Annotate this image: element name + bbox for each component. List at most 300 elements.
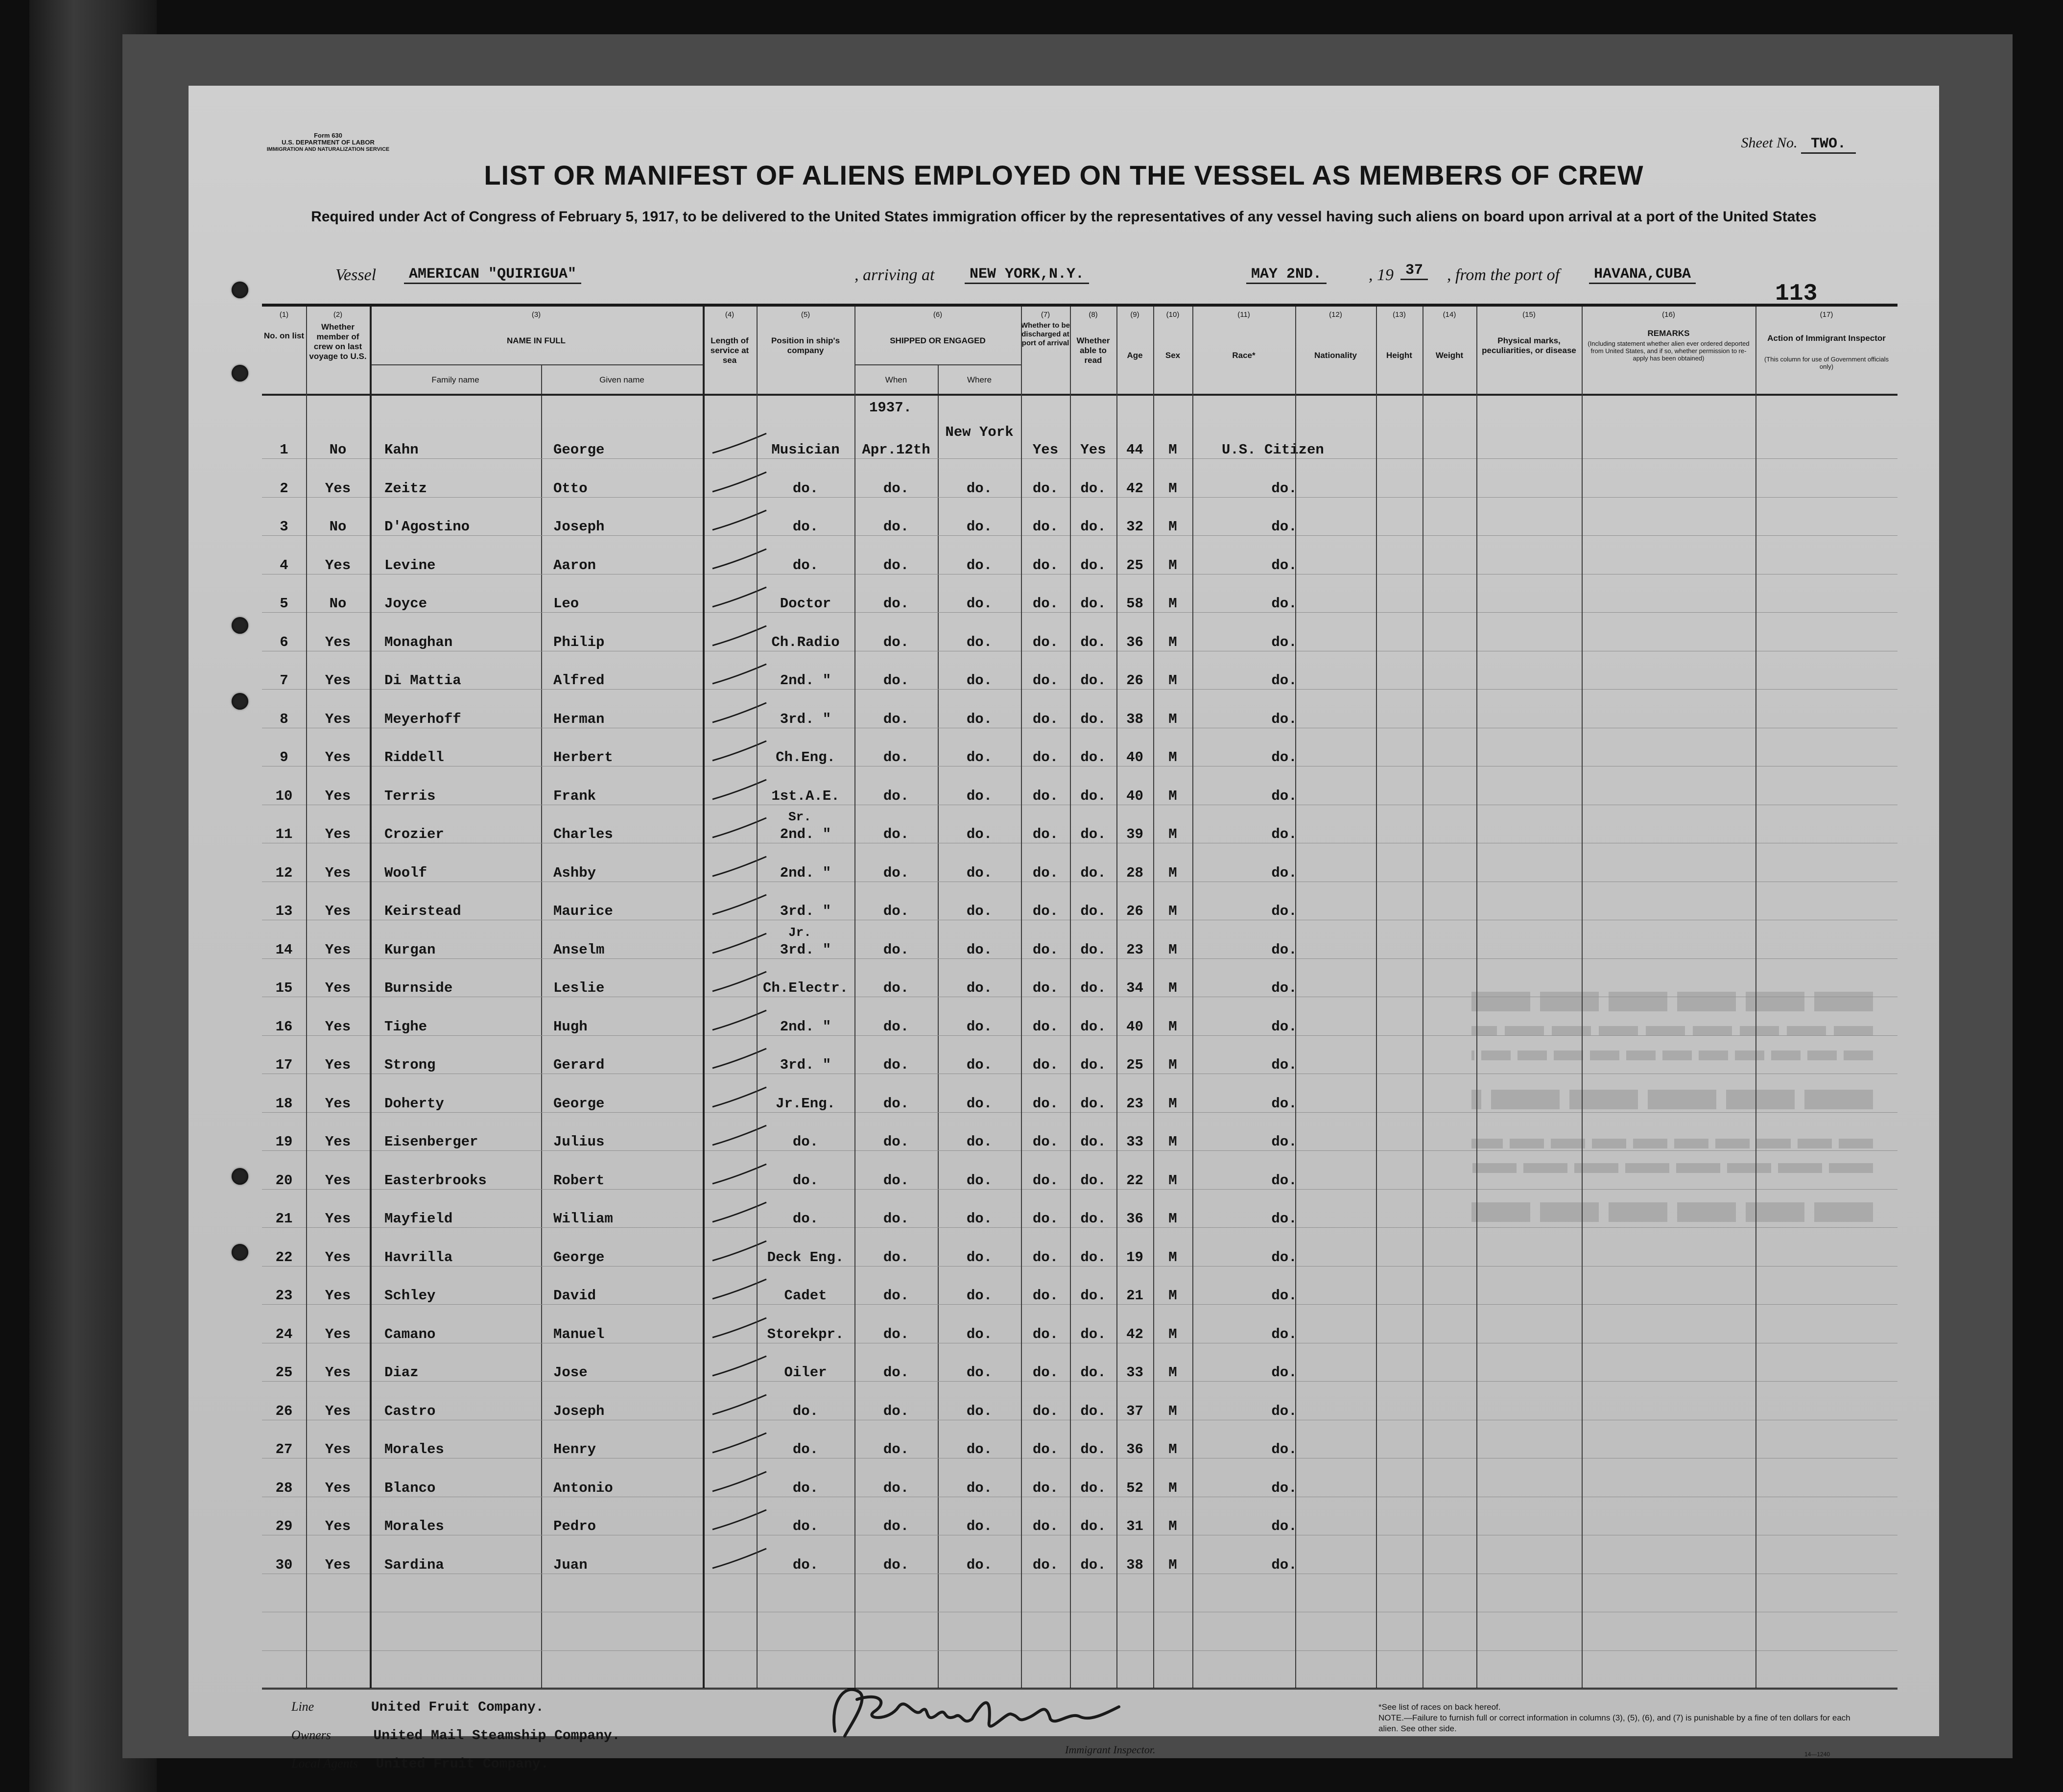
table-row xyxy=(262,1428,1897,1466)
shipped-where: do. xyxy=(966,634,993,650)
table-row xyxy=(262,1313,1897,1351)
col-num-12: (12) xyxy=(1329,311,1342,319)
able-to-read: do. xyxy=(1080,1288,1106,1304)
position: 2nd. " xyxy=(780,864,831,881)
inspector-signature xyxy=(815,1673,1158,1746)
col-num-14: (14) xyxy=(1443,311,1456,319)
given-name: George xyxy=(553,442,605,458)
col-header-weight: Weight xyxy=(1435,351,1464,360)
shipped-where: do. xyxy=(966,1326,993,1342)
last-voyage: Yes xyxy=(325,1480,351,1496)
col-num-8: (8) xyxy=(1089,311,1098,319)
col-header-remarks-note: (Including statement whether alien ever ordered deported from United States, and if so, whether permission to re-apply has been obtained) xyxy=(1588,340,1750,362)
last-voyage: No xyxy=(329,519,347,535)
given-name: Henry xyxy=(553,1441,596,1457)
able-to-read: Yes xyxy=(1080,442,1106,458)
column-divider xyxy=(1192,307,1193,1688)
discharged: do. xyxy=(1032,519,1059,535)
able-to-read: do. xyxy=(1080,1211,1106,1227)
family-name: Zeitz xyxy=(384,480,427,497)
service-check-mark xyxy=(710,1123,769,1147)
table-row xyxy=(262,424,1897,466)
age: 25 xyxy=(1126,557,1143,573)
discharged: do. xyxy=(1032,634,1059,650)
position: Doctor xyxy=(780,596,831,612)
able-to-read: do. xyxy=(1080,1172,1106,1189)
table-row xyxy=(262,1389,1897,1428)
discharged: do. xyxy=(1032,1057,1059,1073)
race-nationality: U.S. Citizen xyxy=(1222,442,1324,458)
last-voyage: Yes xyxy=(325,480,351,497)
family-name: Monaghan xyxy=(384,634,453,650)
age: 26 xyxy=(1126,672,1143,689)
service-check-mark xyxy=(710,1162,769,1186)
col-header-family-name: Family name xyxy=(431,375,479,384)
sheet-number xyxy=(1741,135,1856,152)
last-voyage: Yes xyxy=(325,1057,351,1073)
position: Oiler xyxy=(784,1364,827,1381)
position: do. xyxy=(792,1441,819,1457)
col-header-physical: Physical marks, peculiarities, or disease xyxy=(1482,336,1576,355)
shipped-when: do. xyxy=(883,519,909,535)
shipped-where: do. xyxy=(966,1095,993,1112)
discharged: do. xyxy=(1032,1172,1059,1189)
punch-hole xyxy=(232,282,248,298)
table-row xyxy=(262,889,1897,928)
shipped-where: do. xyxy=(966,1211,993,1227)
table-row xyxy=(262,505,1897,543)
sex: M xyxy=(1168,749,1177,765)
col-num-3: (3) xyxy=(531,311,541,319)
shipped-when: do. xyxy=(883,1057,909,1073)
given-name: Maurice xyxy=(553,903,613,919)
position: 2nd. " xyxy=(780,826,831,842)
shipped-when: do. xyxy=(883,1249,909,1266)
sex: M xyxy=(1168,1172,1177,1189)
table-row xyxy=(262,1082,1897,1120)
table-row xyxy=(262,774,1897,812)
col-header-sex: Sex xyxy=(1165,351,1181,360)
shipped-when: do. xyxy=(883,557,909,573)
sex: M xyxy=(1168,1556,1177,1573)
last-voyage: Yes xyxy=(325,1403,351,1419)
given-name: Frank xyxy=(553,788,596,804)
shipped-where: do. xyxy=(966,519,993,535)
age: 36 xyxy=(1126,1211,1143,1227)
given-name: Herbert xyxy=(553,749,613,765)
able-to-read: do. xyxy=(1080,634,1106,650)
col-header-remarks: REMARKS xyxy=(1647,329,1690,338)
sex: M xyxy=(1168,1211,1177,1227)
last-voyage: Yes xyxy=(325,749,351,765)
column-divider xyxy=(1295,307,1296,1688)
service-check-mark xyxy=(710,1085,769,1109)
table-row xyxy=(262,1197,1897,1235)
able-to-read: do. xyxy=(1080,1134,1106,1150)
shipped-when: do. xyxy=(883,1364,909,1381)
family-name: Joyce xyxy=(384,596,427,612)
row-number: 21 xyxy=(275,1211,293,1227)
race-nationality: do. xyxy=(1271,864,1297,881)
col-num-4: (4) xyxy=(725,311,735,319)
table-row xyxy=(262,812,1897,851)
given-name: Anselm xyxy=(553,941,605,958)
shipped-where: do. xyxy=(966,480,993,497)
discharged: do. xyxy=(1032,1326,1059,1342)
col-header-when: When xyxy=(885,375,907,384)
col-num-7: (7) xyxy=(1041,311,1050,319)
departure-port: HAVANA,CUBA xyxy=(1589,266,1696,284)
line-value: United Fruit Company. xyxy=(371,1700,544,1715)
discharged: do. xyxy=(1032,864,1059,881)
family-name: Morales xyxy=(384,1441,444,1457)
family-name: Crozier xyxy=(384,826,444,842)
shipped-when: do. xyxy=(883,1018,909,1035)
sex: M xyxy=(1168,788,1177,804)
shipped-where: do. xyxy=(966,864,993,881)
last-voyage: Yes xyxy=(325,1211,351,1227)
col-header-action: Action of Immigrant Inspector xyxy=(1767,334,1886,343)
service-check-mark xyxy=(710,1546,769,1571)
table-row xyxy=(262,1005,1897,1043)
last-voyage: Yes xyxy=(325,634,351,650)
service-check-mark xyxy=(710,700,769,725)
given-name: Jose xyxy=(553,1364,588,1381)
given-name: Robert xyxy=(553,1172,605,1189)
shipped-where: do. xyxy=(966,1172,993,1189)
family-name: Terris xyxy=(384,788,436,804)
last-voyage: Yes xyxy=(325,711,351,727)
given-name: Otto xyxy=(553,480,588,497)
department-name: U.S. DEPARTMENT OF LABOR xyxy=(282,139,375,146)
age: 44 xyxy=(1126,442,1143,458)
shipped-where: do. xyxy=(966,903,993,919)
given-name: Joseph xyxy=(553,519,605,535)
punch-hole xyxy=(232,617,248,634)
age: 23 xyxy=(1126,1095,1143,1112)
family-name: Di Mattia xyxy=(384,672,461,689)
race-nationality: do. xyxy=(1271,1441,1297,1457)
owners-value: United Mail Steamship Company. xyxy=(373,1728,620,1744)
column-divider xyxy=(1476,307,1477,1688)
col-header-action-note: (This column for use of Government officials only) xyxy=(1764,356,1889,370)
able-to-read: do. xyxy=(1080,1018,1106,1035)
sex: M xyxy=(1168,1057,1177,1073)
family-name: Woolf xyxy=(384,864,427,881)
col-header-length-service: Length of service at sea xyxy=(710,336,749,365)
row-number: 17 xyxy=(275,1057,293,1073)
family-name: Tighe xyxy=(384,1018,427,1035)
age: 33 xyxy=(1126,1364,1143,1381)
family-name: Diaz xyxy=(384,1364,419,1381)
given-name: Manuel xyxy=(553,1326,605,1342)
shipped-when: do. xyxy=(883,596,909,612)
position: do. xyxy=(792,480,819,497)
arrival-date: MAY 2ND. xyxy=(1246,266,1327,284)
shipped-when: do. xyxy=(883,634,909,650)
shipped-when: do. xyxy=(883,1211,909,1227)
age: 32 xyxy=(1126,519,1143,535)
shipped-when: do. xyxy=(883,1441,909,1457)
last-voyage: No xyxy=(329,442,347,458)
sex: M xyxy=(1168,1134,1177,1150)
able-to-read: do. xyxy=(1080,1480,1106,1496)
name-subheader-line xyxy=(370,364,703,365)
table-row xyxy=(262,1236,1897,1274)
race-nationality: do. xyxy=(1271,903,1297,919)
family-name: Easterbrooks xyxy=(384,1172,487,1189)
last-voyage: Yes xyxy=(325,826,351,842)
position: Cadet xyxy=(784,1288,827,1304)
race-nationality: do. xyxy=(1271,826,1297,842)
service-check-mark xyxy=(710,1315,769,1340)
given-name: Hugh xyxy=(553,1018,588,1035)
last-voyage: Yes xyxy=(325,672,351,689)
year-prefix: , 19 xyxy=(1369,266,1394,284)
table-row xyxy=(262,1159,1897,1197)
given-name: Julius xyxy=(553,1134,605,1150)
sex: M xyxy=(1168,1518,1177,1534)
vessel-line xyxy=(335,262,1902,290)
sex: M xyxy=(1168,634,1177,650)
agents-label: Local Agents xyxy=(291,1756,358,1770)
footer-agents xyxy=(291,1756,620,1785)
discharged: do. xyxy=(1032,1018,1059,1035)
sex: M xyxy=(1168,864,1177,881)
service-check-mark xyxy=(710,623,769,648)
shipped-when: do. xyxy=(883,1172,909,1189)
family-name: Kurgan xyxy=(384,941,436,958)
row-number: 26 xyxy=(275,1403,293,1419)
sheet-number-value: TWO. xyxy=(1801,136,1856,154)
footer-notes xyxy=(1378,1702,1868,1734)
year-entry: 1937. xyxy=(869,400,912,416)
family-name: Havrilla xyxy=(384,1249,453,1266)
shipped-where: do. xyxy=(966,826,993,842)
discharged: do. xyxy=(1032,1480,1059,1496)
able-to-read: do. xyxy=(1080,1556,1106,1573)
able-to-read: do. xyxy=(1080,1326,1106,1342)
service-check-mark xyxy=(710,777,769,802)
form-code: 14—1240 xyxy=(1804,1751,1830,1758)
table-row xyxy=(262,1351,1897,1389)
family-name: Mayfield xyxy=(384,1211,453,1227)
col-header-position: Position in ship's company xyxy=(771,336,840,355)
table-row xyxy=(262,621,1897,659)
given-name: Joseph xyxy=(553,1403,605,1419)
service-check-mark xyxy=(710,1008,769,1032)
service-check-mark xyxy=(710,931,769,956)
table-row xyxy=(262,659,1897,697)
service-check-mark xyxy=(710,1046,769,1071)
shipped-when: do. xyxy=(883,672,909,689)
service-check-mark xyxy=(710,508,769,532)
able-to-read: do. xyxy=(1080,519,1106,535)
race-nationality: do. xyxy=(1271,1288,1297,1304)
shipped-where: do. xyxy=(966,1364,993,1381)
arrival-year: 37 xyxy=(1400,262,1428,280)
able-to-read: do. xyxy=(1080,749,1106,765)
race-nationality: do. xyxy=(1271,788,1297,804)
family-name: Eisenberger xyxy=(384,1134,478,1150)
col-num-6: (6) xyxy=(933,311,943,319)
col-header-age: Age xyxy=(1127,351,1143,360)
sex: M xyxy=(1168,672,1177,689)
given-name: George xyxy=(553,1249,605,1266)
position: 3rd. " xyxy=(780,711,831,727)
shipped-where: do. xyxy=(966,1441,993,1457)
document-subtitle: Required under Act of Congress of February 5, 1917, to be delivered to the United States immigration officer by the representatives of any vessel having such aliens on board upon arrival at a port of the United States xyxy=(311,209,1817,225)
row-number: 1 xyxy=(280,442,288,458)
able-to-read: do. xyxy=(1080,596,1106,612)
family-name: Strong xyxy=(384,1057,436,1073)
race-nationality: do. xyxy=(1271,557,1297,573)
position: do. xyxy=(792,519,819,535)
race-nationality: do. xyxy=(1271,1480,1297,1496)
shipped-where: do. xyxy=(966,1134,993,1150)
service-check-mark xyxy=(710,470,769,494)
col-num-5: (5) xyxy=(801,311,810,319)
col-num-15: (15) xyxy=(1522,311,1536,319)
table-row xyxy=(262,1043,1897,1081)
service-check-mark xyxy=(710,1431,769,1455)
col-header-name: NAME IN FULL xyxy=(507,336,566,345)
shipped-where: do. xyxy=(966,980,993,996)
manifest-page xyxy=(189,86,1939,1772)
position: Ch.Eng. xyxy=(776,749,835,765)
age: 39 xyxy=(1126,826,1143,842)
shipped-when: do. xyxy=(883,1403,909,1419)
position: do. xyxy=(792,1480,819,1496)
position: do. xyxy=(792,1518,819,1534)
row-number: 23 xyxy=(275,1288,293,1304)
column-divider xyxy=(370,307,372,1688)
row-number: 3 xyxy=(280,519,288,535)
race-nationality: do. xyxy=(1271,1018,1297,1035)
col-header-race: Race* xyxy=(1232,351,1256,360)
form-number: Form 630 xyxy=(314,132,342,139)
col-header-given-name: Given name xyxy=(599,375,644,384)
column-divider xyxy=(1376,307,1377,1688)
shipped-when: do. xyxy=(883,480,909,497)
position: 3rd. " xyxy=(780,903,831,919)
row-number: 16 xyxy=(275,1018,293,1035)
sex: M xyxy=(1168,1364,1177,1381)
discharged: do. xyxy=(1032,1288,1059,1304)
sheet-number-label: Sheet No. xyxy=(1741,135,1798,151)
age: 31 xyxy=(1126,1518,1143,1534)
position-prefix: Jr. xyxy=(788,925,811,940)
able-to-read: do. xyxy=(1080,672,1106,689)
col-num-17: (17) xyxy=(1820,311,1833,319)
position: Ch.Radio xyxy=(771,634,840,650)
last-voyage: Yes xyxy=(325,1095,351,1112)
agents-value: United Fruit Company. xyxy=(376,1757,549,1772)
col-header-no: No. on list xyxy=(263,331,305,340)
last-voyage: Yes xyxy=(325,1018,351,1035)
table-row xyxy=(262,736,1897,774)
age: 40 xyxy=(1126,1018,1143,1035)
last-voyage: Yes xyxy=(325,1326,351,1342)
last-voyage: Yes xyxy=(325,1288,351,1304)
race-nationality: do. xyxy=(1271,1095,1297,1112)
shipped-where: do. xyxy=(966,1403,993,1419)
row-number: 14 xyxy=(275,941,293,958)
discharged: do. xyxy=(1032,596,1059,612)
shipped-where: New York xyxy=(945,424,1014,440)
shipped-where: do. xyxy=(966,941,993,958)
shipped-where: do. xyxy=(966,1288,993,1304)
race-nationality: do. xyxy=(1271,1249,1297,1266)
service-check-mark xyxy=(710,815,769,840)
service-check-mark xyxy=(710,969,769,994)
family-name: Meyerhoff xyxy=(384,711,461,727)
last-voyage: Yes xyxy=(325,1556,351,1573)
sex: M xyxy=(1168,903,1177,919)
race-nationality: do. xyxy=(1271,1211,1297,1227)
col-num-16: (16) xyxy=(1662,311,1675,319)
age: 52 xyxy=(1126,1480,1143,1496)
discharged: do. xyxy=(1032,1095,1059,1112)
age: 26 xyxy=(1126,903,1143,919)
race-nationality: do. xyxy=(1271,1403,1297,1419)
document-title: LIST OR MANIFEST OF ALIENS EMPLOYED ON THE VESSEL AS MEMBERS OF CREW xyxy=(484,160,1644,191)
shipped-where: do. xyxy=(966,1556,993,1573)
age: 42 xyxy=(1126,480,1143,497)
last-voyage: Yes xyxy=(325,864,351,881)
shipped-where: do. xyxy=(966,1249,993,1266)
col-num-9: (9) xyxy=(1130,311,1139,319)
discharged: do. xyxy=(1032,1403,1059,1419)
col-header-height: Height xyxy=(1386,351,1412,360)
header-bottom-rule xyxy=(262,394,1897,396)
row-number: 11 xyxy=(275,826,293,842)
service-check-mark xyxy=(710,431,769,455)
last-voyage: Yes xyxy=(325,1364,351,1381)
last-voyage: Yes xyxy=(325,941,351,958)
row-number: 9 xyxy=(280,749,288,765)
column-divider xyxy=(1070,307,1071,1688)
column-divider xyxy=(306,307,307,1688)
position: Deck Eng. xyxy=(767,1249,844,1266)
last-voyage: Yes xyxy=(325,980,351,996)
service-check-mark xyxy=(710,1200,769,1224)
race-nationality: do. xyxy=(1271,1134,1297,1150)
discharged: do. xyxy=(1032,1364,1059,1381)
last-voyage: Yes xyxy=(325,1172,351,1189)
row-number: 19 xyxy=(275,1134,293,1150)
races-note: *See list of races on back hereof. xyxy=(1378,1702,1501,1712)
row-number: 30 xyxy=(275,1556,293,1573)
age: 58 xyxy=(1126,596,1143,612)
shipped-when: do. xyxy=(883,980,909,996)
sex: M xyxy=(1168,596,1177,612)
row-number: 28 xyxy=(275,1480,293,1496)
shipped-where: do. xyxy=(966,1018,993,1035)
service-check-mark xyxy=(710,1507,769,1532)
able-to-read: do. xyxy=(1080,788,1106,804)
given-name: Aaron xyxy=(553,557,596,573)
service-check-mark xyxy=(710,854,769,879)
race-nationality: do. xyxy=(1271,634,1297,650)
discharged: do. xyxy=(1032,788,1059,804)
shipped-when: do. xyxy=(883,1556,909,1573)
row-number: 29 xyxy=(275,1518,293,1534)
able-to-read: do. xyxy=(1080,480,1106,497)
table-row xyxy=(262,851,1897,889)
age: 22 xyxy=(1126,1172,1143,1189)
given-name: Charles xyxy=(553,826,613,842)
